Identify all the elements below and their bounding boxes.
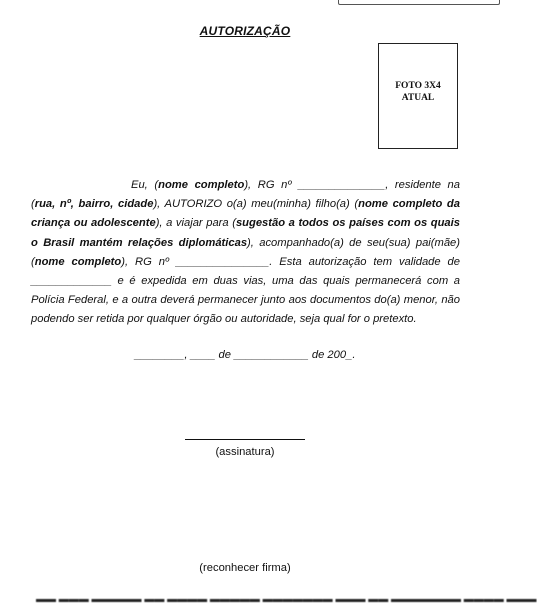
body-segment: Eu, ( <box>131 179 159 191</box>
body-bold-segment: nome completo <box>158 179 245 191</box>
cut-off-footnote: ▬▬ ▬▬▬ ▬▬▬▬▬ ▬▬ ▬▬▬▬ ▬▬▬▬▬ ▬▬▬▬▬▬▬ ▬▬▬ ▬▬ ▬▬▬▬▬▬▬ ▬▬▬▬ ▬▬▬ <box>36 594 537 605</box>
top-frame-edge <box>338 0 500 5</box>
notarize-label: (reconhecer firma) <box>199 562 291 574</box>
body-bold-segment: sugestão a todos os países com os quais o Brasil mantém relações diplomáticas <box>31 217 460 249</box>
signature-line <box>185 439 305 440</box>
photo-placeholder-box <box>378 43 458 149</box>
body-segment: ), RG nº ______________, residente na ( <box>31 179 460 211</box>
authorization-paragraph <box>31 176 460 330</box>
body-bold-segment: nome completo <box>34 255 122 268</box>
body-bold-segment: rua, nº, bairro, cidade <box>34 198 154 211</box>
date-line: ________, ____ de ____________ de 200_. <box>134 349 356 361</box>
document-title: AUTORIZAÇÃO <box>199 24 291 38</box>
signature-label: (assinatura) <box>215 446 275 458</box>
body-bold-segment: nome completo da criança ou adolescente <box>31 198 460 230</box>
body-segment: ), AUTORIZO o(a) meu(minha) filho(a) ( <box>153 198 359 211</box>
body-segment: ), RG nº _______________. Esta autorização tem validade de _____________ e é expedida em duas vias, uma das quais permanecerá com a Polícia Federal, e a outra deverá permanecer junto aos documentos do(a) menor, não podendo ser retida por qualquer órgão ou autoridade, seja qual for o pretexto. <box>31 255 460 326</box>
photo-label-line1: FOTO 3X4 <box>395 81 441 91</box>
photo-label-line2: ATUAL <box>401 93 435 103</box>
body-segment: ), acompanhado(a) de seu(sua) pai(mãe) ( <box>31 236 460 268</box>
body-segment: ), a viajar para ( <box>155 217 236 230</box>
